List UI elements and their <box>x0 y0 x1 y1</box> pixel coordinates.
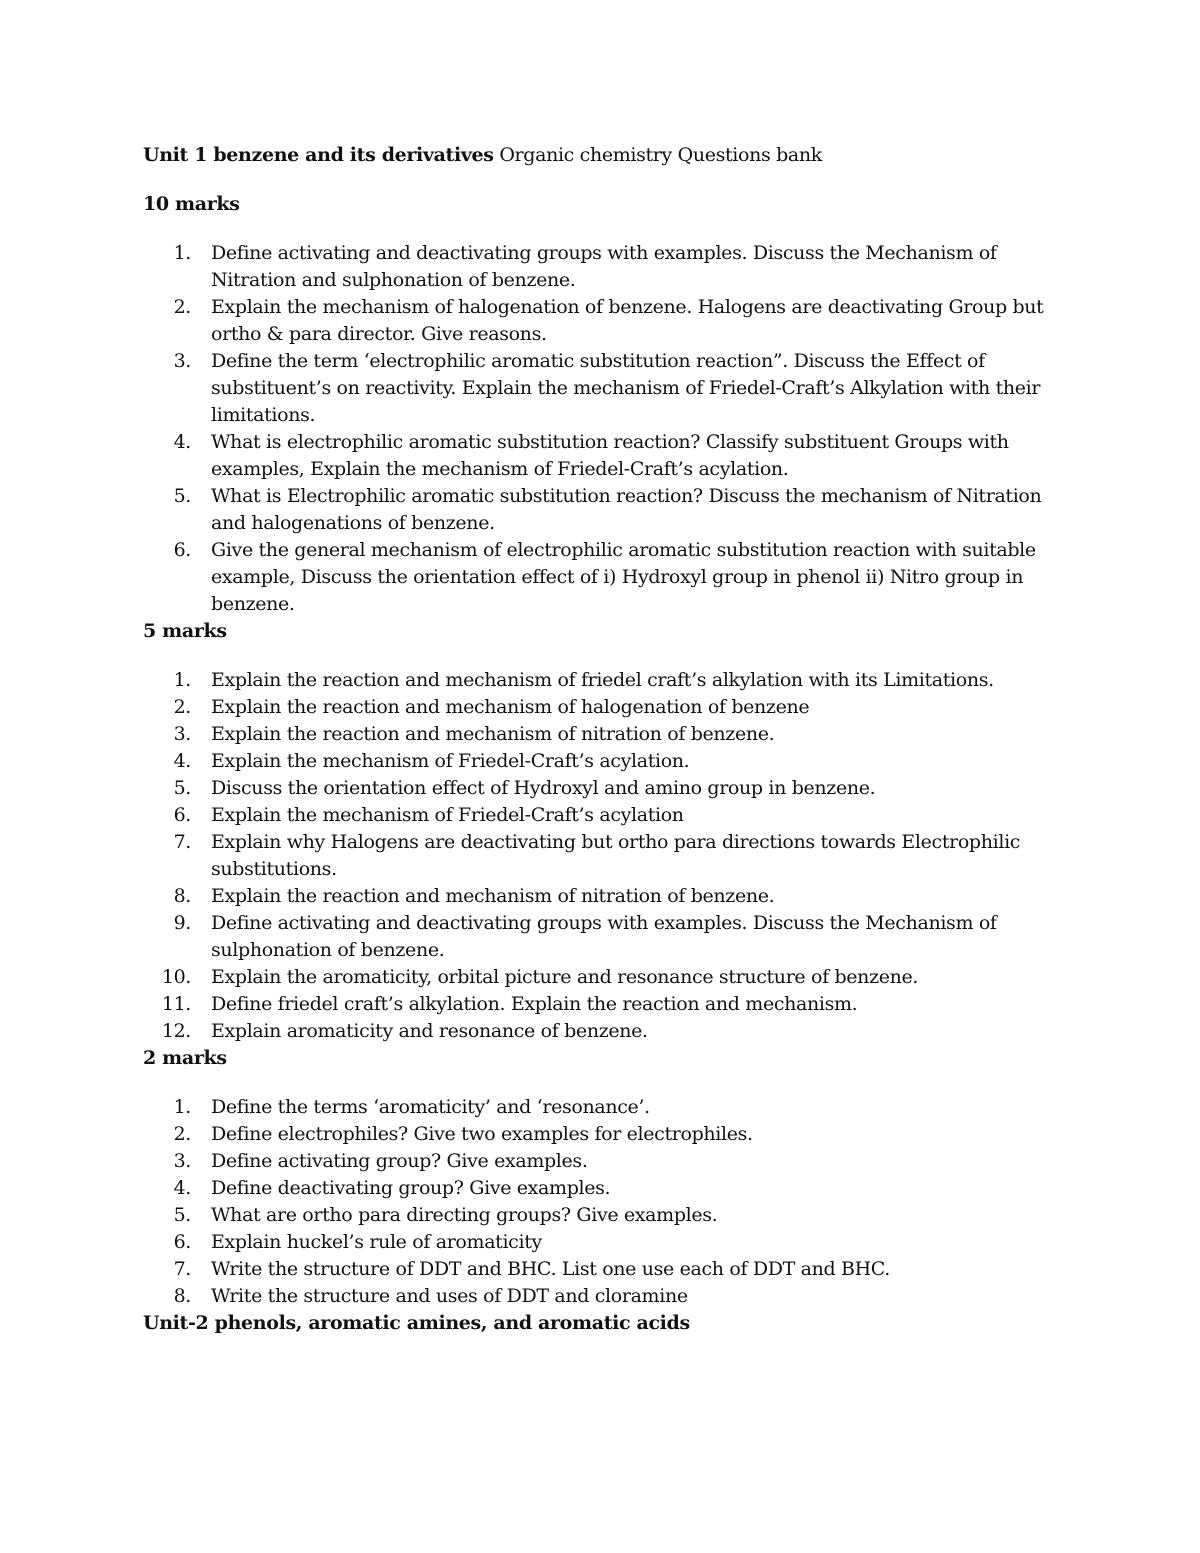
list-item <box>143 1256 1073 1283</box>
list-item <box>143 1229 1073 1256</box>
item-text: Explain the mechanism of Friedel-Craft’s acylation <box>211 804 684 826</box>
item-text: Explain aromaticity and resonance of benzene. <box>211 1020 648 1042</box>
list-item <box>143 1094 1073 1121</box>
item-number: 2. <box>173 296 191 318</box>
section-5-marks <box>143 618 1073 1045</box>
item-number: 12. <box>161 1020 191 1042</box>
section-heading: 5 marks <box>143 620 227 642</box>
item-text: Explain the mechanism of Friedel-Craft’s acylation. <box>211 750 690 772</box>
item-number: 2. <box>173 696 191 718</box>
item-text: Define activating and deactivating groups with examples. Discuss the Mechanism of Nitration and sulphonation of benzene. <box>211 242 997 291</box>
item-text: Explain the mechanism of halogenation of benzene. Halogens are deactivating Group but ortho & para director. Give reasons. <box>211 296 1044 345</box>
section-2-marks <box>143 1045 1073 1310</box>
item-number: 3. <box>173 723 191 745</box>
section-heading: 10 marks <box>143 193 240 215</box>
item-text: Define electrophiles? Give two examples for electrophiles. <box>211 1123 753 1145</box>
item-number: 1. <box>173 242 191 264</box>
item-number: 7. <box>173 1258 191 1280</box>
title-bold: Unit 1 benzene and its derivatives <box>143 144 494 166</box>
item-number: 10. <box>161 966 191 988</box>
item-text: Define friedel craft’s alkylation. Explain the reaction and mechanism. <box>211 993 858 1015</box>
list-item <box>143 537 1073 618</box>
list-item <box>143 910 1073 964</box>
question-list <box>143 667 1073 1045</box>
item-number: 6. <box>173 539 191 561</box>
item-number: 6. <box>173 804 191 826</box>
document-title <box>143 142 1073 169</box>
list-item <box>143 694 1073 721</box>
item-text: Explain the reaction and mechanism of nitration of benzene. <box>211 885 775 907</box>
item-number: 1. <box>173 1096 191 1118</box>
list-item <box>143 1148 1073 1175</box>
section-heading: 2 marks <box>143 1047 227 1069</box>
list-item <box>143 483 1073 537</box>
list-item <box>143 964 1073 991</box>
list-item <box>143 748 1073 775</box>
question-list <box>143 240 1073 618</box>
item-number: 5. <box>173 485 191 507</box>
item-number: 7. <box>173 831 191 853</box>
item-text: Define the terms ‘aromaticity’ and ‘resonance’. <box>211 1096 650 1118</box>
item-text: Define deactivating group? Give examples. <box>211 1177 611 1199</box>
item-text: Explain the reaction and mechanism of friedel craft’s alkylation with its Limitations. <box>211 669 994 691</box>
item-text: What is Electrophilic aromatic substitution reaction? Discuss the mechanism of Nitration and halogenations of benzene. <box>211 485 1042 534</box>
item-text: Explain huckel’s rule of aromaticity <box>211 1231 542 1253</box>
unit2-heading: Unit-2 phenols, aromatic amines, and aromatic acids <box>143 1312 690 1334</box>
list-item <box>143 667 1073 694</box>
item-number: 9. <box>173 912 191 934</box>
item-text: Give the general mechanism of electrophilic aromatic substitution reaction with suitable example, Discuss the orientation effect of i) Hydroxyl group in phenol ii) Nitro group in benzene. <box>211 539 1036 615</box>
list-item <box>143 829 1073 883</box>
item-number: 4. <box>173 1177 191 1199</box>
item-text: Write the structure of DDT and BHC. List one use each of DDT and BHC. <box>211 1258 890 1280</box>
item-text: Discuss the orientation effect of Hydroxyl and amino group in benzene. <box>211 777 876 799</box>
item-number: 11. <box>161 993 191 1015</box>
item-number: 5. <box>173 1204 191 1226</box>
document-content <box>143 142 1073 1356</box>
list-item <box>143 1175 1073 1202</box>
item-text: What is electrophilic aromatic substitution reaction? Classify substituent Groups with examples, Explain the mechanism of Friedel-Craft’s acylation. <box>211 431 1009 480</box>
list-item <box>143 883 1073 910</box>
list-item <box>143 1283 1073 1310</box>
item-number: 2. <box>173 1123 191 1145</box>
list-item <box>143 775 1073 802</box>
item-number: 4. <box>173 750 191 772</box>
list-item <box>143 721 1073 748</box>
item-number: 6. <box>173 1231 191 1253</box>
list-item <box>143 294 1073 348</box>
title-rest: Organic chemistry Questions bank <box>493 144 822 166</box>
item-text: Write the structure and uses of DDT and cloramine <box>211 1285 688 1307</box>
question-list <box>143 1094 1073 1310</box>
list-item <box>143 802 1073 829</box>
list-item <box>143 429 1073 483</box>
item-number: 3. <box>173 350 191 372</box>
list-item <box>143 240 1073 294</box>
item-text: What are ortho para directing groups? Give examples. <box>211 1204 718 1226</box>
list-item <box>143 991 1073 1018</box>
item-text: Define activating and deactivating groups with examples. Discuss the Mechanism of sulphonation of benzene. <box>211 912 997 961</box>
item-text: Define the term ‘electrophilic aromatic substitution reaction”. Discuss the Effect of substituent’s on reactivity. Explain the mechanism of Friedel-Craft’s Alkylation with their limitations. <box>211 350 1041 426</box>
list-item <box>143 1202 1073 1229</box>
item-text: Explain why Halogens are deactivating but ortho para directions towards Electrophilic substitutions. <box>211 831 1021 880</box>
item-number: 4. <box>173 431 191 453</box>
item-number: 5. <box>173 777 191 799</box>
list-item <box>143 1121 1073 1148</box>
item-text: Define activating group? Give examples. <box>211 1150 588 1172</box>
item-text: Explain the reaction and mechanism of halogenation of benzene <box>211 696 810 718</box>
item-number: 3. <box>173 1150 191 1172</box>
section-10-marks <box>143 191 1073 618</box>
item-number: 8. <box>173 885 191 907</box>
item-text: Explain the aromaticity, orbital picture and resonance structure of benzene. <box>211 966 919 988</box>
item-text: Explain the reaction and mechanism of nitration of benzene. <box>211 723 775 745</box>
list-item <box>143 1018 1073 1045</box>
item-number: 1. <box>173 669 191 691</box>
item-number: 8. <box>173 1285 191 1307</box>
list-item <box>143 348 1073 429</box>
